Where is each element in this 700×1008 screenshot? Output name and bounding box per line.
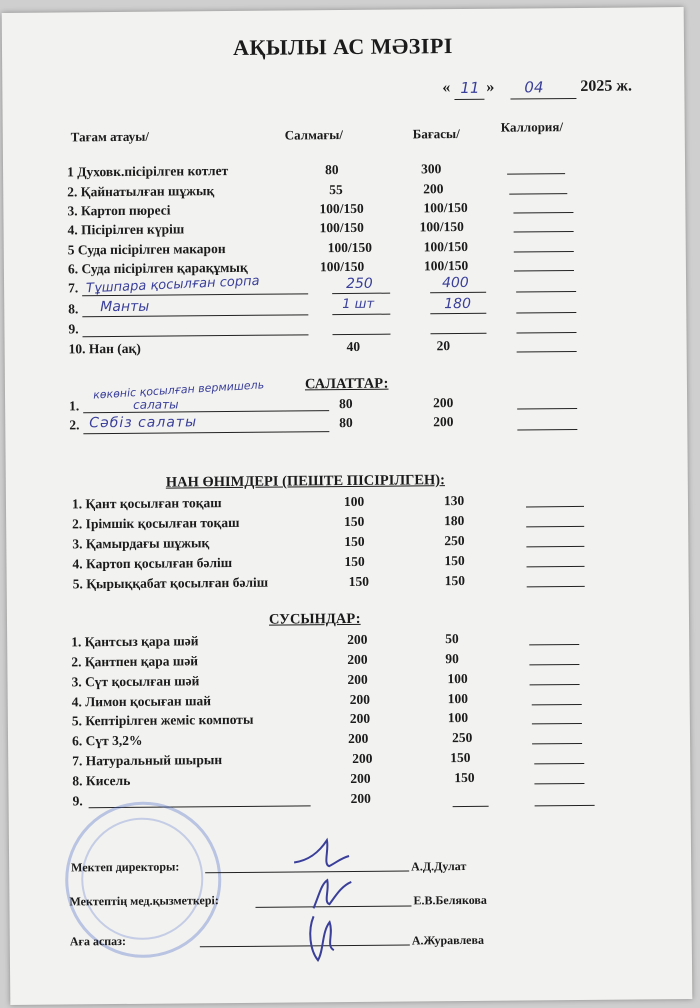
salad-number: 1. (69, 398, 80, 414)
salads-title: САЛАТТАР: (304, 375, 389, 393)
drink-item-price: 100 (447, 670, 468, 687)
bakery-item-name: 1. Қант қосылған тоқаш (71, 495, 222, 512)
main-item-price: 100/150 (423, 257, 469, 274)
header-weight: Салмағы/ (284, 127, 344, 143)
main-item-name: 10. Нан (ақ) (68, 340, 141, 357)
main-item-weight: 100/150 (327, 239, 373, 256)
drink-item-weight: 200 (347, 631, 368, 648)
drink-item-weight: 200 (347, 671, 368, 688)
salad-price: 200 (433, 395, 454, 411)
drink-item-price: 150 (454, 769, 475, 786)
drink-item-weight: 200 (349, 710, 371, 726)
drink-item-weight: 200 (347, 651, 368, 668)
bakery-item-weight: 150 (344, 533, 365, 550)
main-item-name: 2. Қайнатылған шұжық (67, 183, 215, 200)
signature-person: А.Д.Дулат (411, 858, 467, 874)
date-quote-close: » (486, 78, 495, 96)
bakery-title: НАН ӨНІМДЕРІ (ПЕШТЕ ПІСІРІЛГЕН): (165, 472, 446, 491)
main-item-number: 7. (68, 280, 79, 296)
drink-item-weight: 200 (352, 750, 373, 766)
main-item-price: 200 (423, 181, 444, 197)
bakery-item-weight: 150 (348, 573, 369, 589)
drink-item-name: 9. (72, 793, 83, 809)
bakery-item-price: 150 (444, 572, 465, 589)
salad-weight: 80 (339, 395, 353, 412)
main-item-weight: 1 шт (342, 296, 375, 313)
drink-item-name: 2. Қантпен қара шәй (71, 653, 199, 670)
drink-item-name: 4. Лимон қосыған шай (71, 693, 212, 710)
salad-number: 2. (69, 417, 80, 433)
main-item-weight: 100/150 (319, 258, 365, 275)
bakery-item-price: 180 (444, 512, 465, 529)
drinks-title: СУСЫНДАР: (268, 610, 361, 628)
main-item-price: 20 (436, 338, 451, 354)
main-item-price: 180 (444, 295, 472, 313)
main-item-weight: 40 (346, 338, 361, 354)
salad-weight: 80 (339, 414, 353, 431)
main-item-name: 5 Суда пісірілген макарон (67, 241, 226, 258)
main-item-name: 6. Суда пісірілген қарақұмық (67, 259, 248, 277)
bakery-item-name: 4. Картоп қосылған бәліш (72, 555, 233, 572)
main-item-price: 100/150 (419, 218, 464, 235)
bakery-item-price: 130 (443, 492, 465, 509)
drink-item-name: 7. Натуральный шырын (72, 752, 223, 769)
drink-item-weight: 200 (349, 691, 371, 707)
main-item-name: 4. Пісірілген күріш (67, 221, 185, 238)
salad-price: 200 (433, 414, 454, 430)
date-quote-open: « (442, 79, 451, 97)
date-year: 2025 ж. (580, 77, 633, 95)
main-item-price: 300 (420, 161, 442, 177)
main-item-price: 100/150 (423, 199, 468, 216)
drink-item-name: 3. Сүт қосылған шәй (71, 673, 200, 690)
salad-handwritten-line1: көкөніс қосылған вермишель (92, 378, 265, 402)
signature-role: Мектеп директоры: (71, 859, 180, 875)
signature-scribble (305, 874, 365, 915)
main-item-weight: 250 (345, 275, 373, 292)
drink-item-price: 250 (451, 729, 473, 746)
drink-item-name: 5. Кептірілген жеміс компоты (71, 711, 254, 729)
drink-item-weight: 200 (347, 730, 369, 746)
salad-handwritten-name: салаты (133, 397, 179, 412)
signature-scribble (300, 910, 350, 966)
signature-role: Аға аспаз: (69, 933, 127, 949)
main-item-number: 9. (68, 321, 79, 337)
header-price: Бағасы/ (412, 126, 460, 142)
document-title: АҚЫЛЫ АС МӘЗІРІ (232, 33, 454, 60)
header-name: Тағам атауы/ (70, 128, 150, 145)
drink-item-price: 100 (447, 690, 468, 707)
main-item-weight: 100/150 (319, 219, 364, 236)
main-item-weight: 80 (324, 162, 339, 178)
bakery-item-name: 5. Қырыққабат қосылған бәліш (72, 574, 269, 592)
bakery-item-name: 2. Ірімшік қосылған тоқаш (72, 514, 240, 532)
drink-item-weight: 200 (350, 790, 371, 806)
menu-document (2, 7, 693, 1005)
drink-item-weight: 200 (350, 770, 371, 786)
signature-person: А.Журавлева (411, 932, 485, 948)
stamp-seal-inner (81, 817, 204, 940)
main-item-name: 1 Духовк.пісірілген котлет (67, 163, 229, 180)
main-item-handwritten-name: Тұшпара қосылған сорпа (85, 273, 260, 297)
bakery-item-weight: 150 (344, 553, 365, 570)
main-item-price: 400 (441, 274, 469, 292)
bakery-item-weight: 150 (344, 513, 365, 530)
drink-item-price: 50 (445, 631, 459, 647)
drink-item-name: 1. Қантсыз қара шәй (71, 633, 199, 650)
drink-item-price: 150 (450, 749, 471, 766)
drink-item-name: 8. Кисель (72, 772, 131, 789)
main-item-name: 3. Картоп пюресі (67, 202, 171, 219)
main-item-price: 100/150 (423, 238, 469, 255)
signature-person: Е.В.Белякова (413, 892, 487, 908)
signature-role: Мектептің мед.қызметкері: (69, 893, 219, 909)
main-item-number: 8. (68, 301, 79, 317)
main-item-weight: 55 (329, 182, 343, 198)
drink-item-price: 90 (445, 651, 459, 667)
bakery-item-price: 250 (444, 532, 465, 549)
main-item-weight: 100/150 (319, 200, 364, 217)
date-month: 04 (524, 78, 544, 97)
signature-scribble (289, 832, 359, 877)
bakery-item-price: 150 (444, 552, 465, 569)
date-day: 11 (460, 78, 480, 97)
header-calories: Каллория/ (500, 119, 564, 135)
drink-item-price: 100 (447, 709, 469, 726)
bakery-item-weight: 100 (343, 493, 365, 510)
drink-item-name: 6. Сүт 3,2% (71, 732, 143, 749)
salad-handwritten-name: Сәбіз салаты (89, 414, 198, 432)
main-item-handwritten-name: Манты (100, 298, 150, 316)
bakery-item-name: 3. Қамырдағы шұжық (72, 535, 210, 552)
